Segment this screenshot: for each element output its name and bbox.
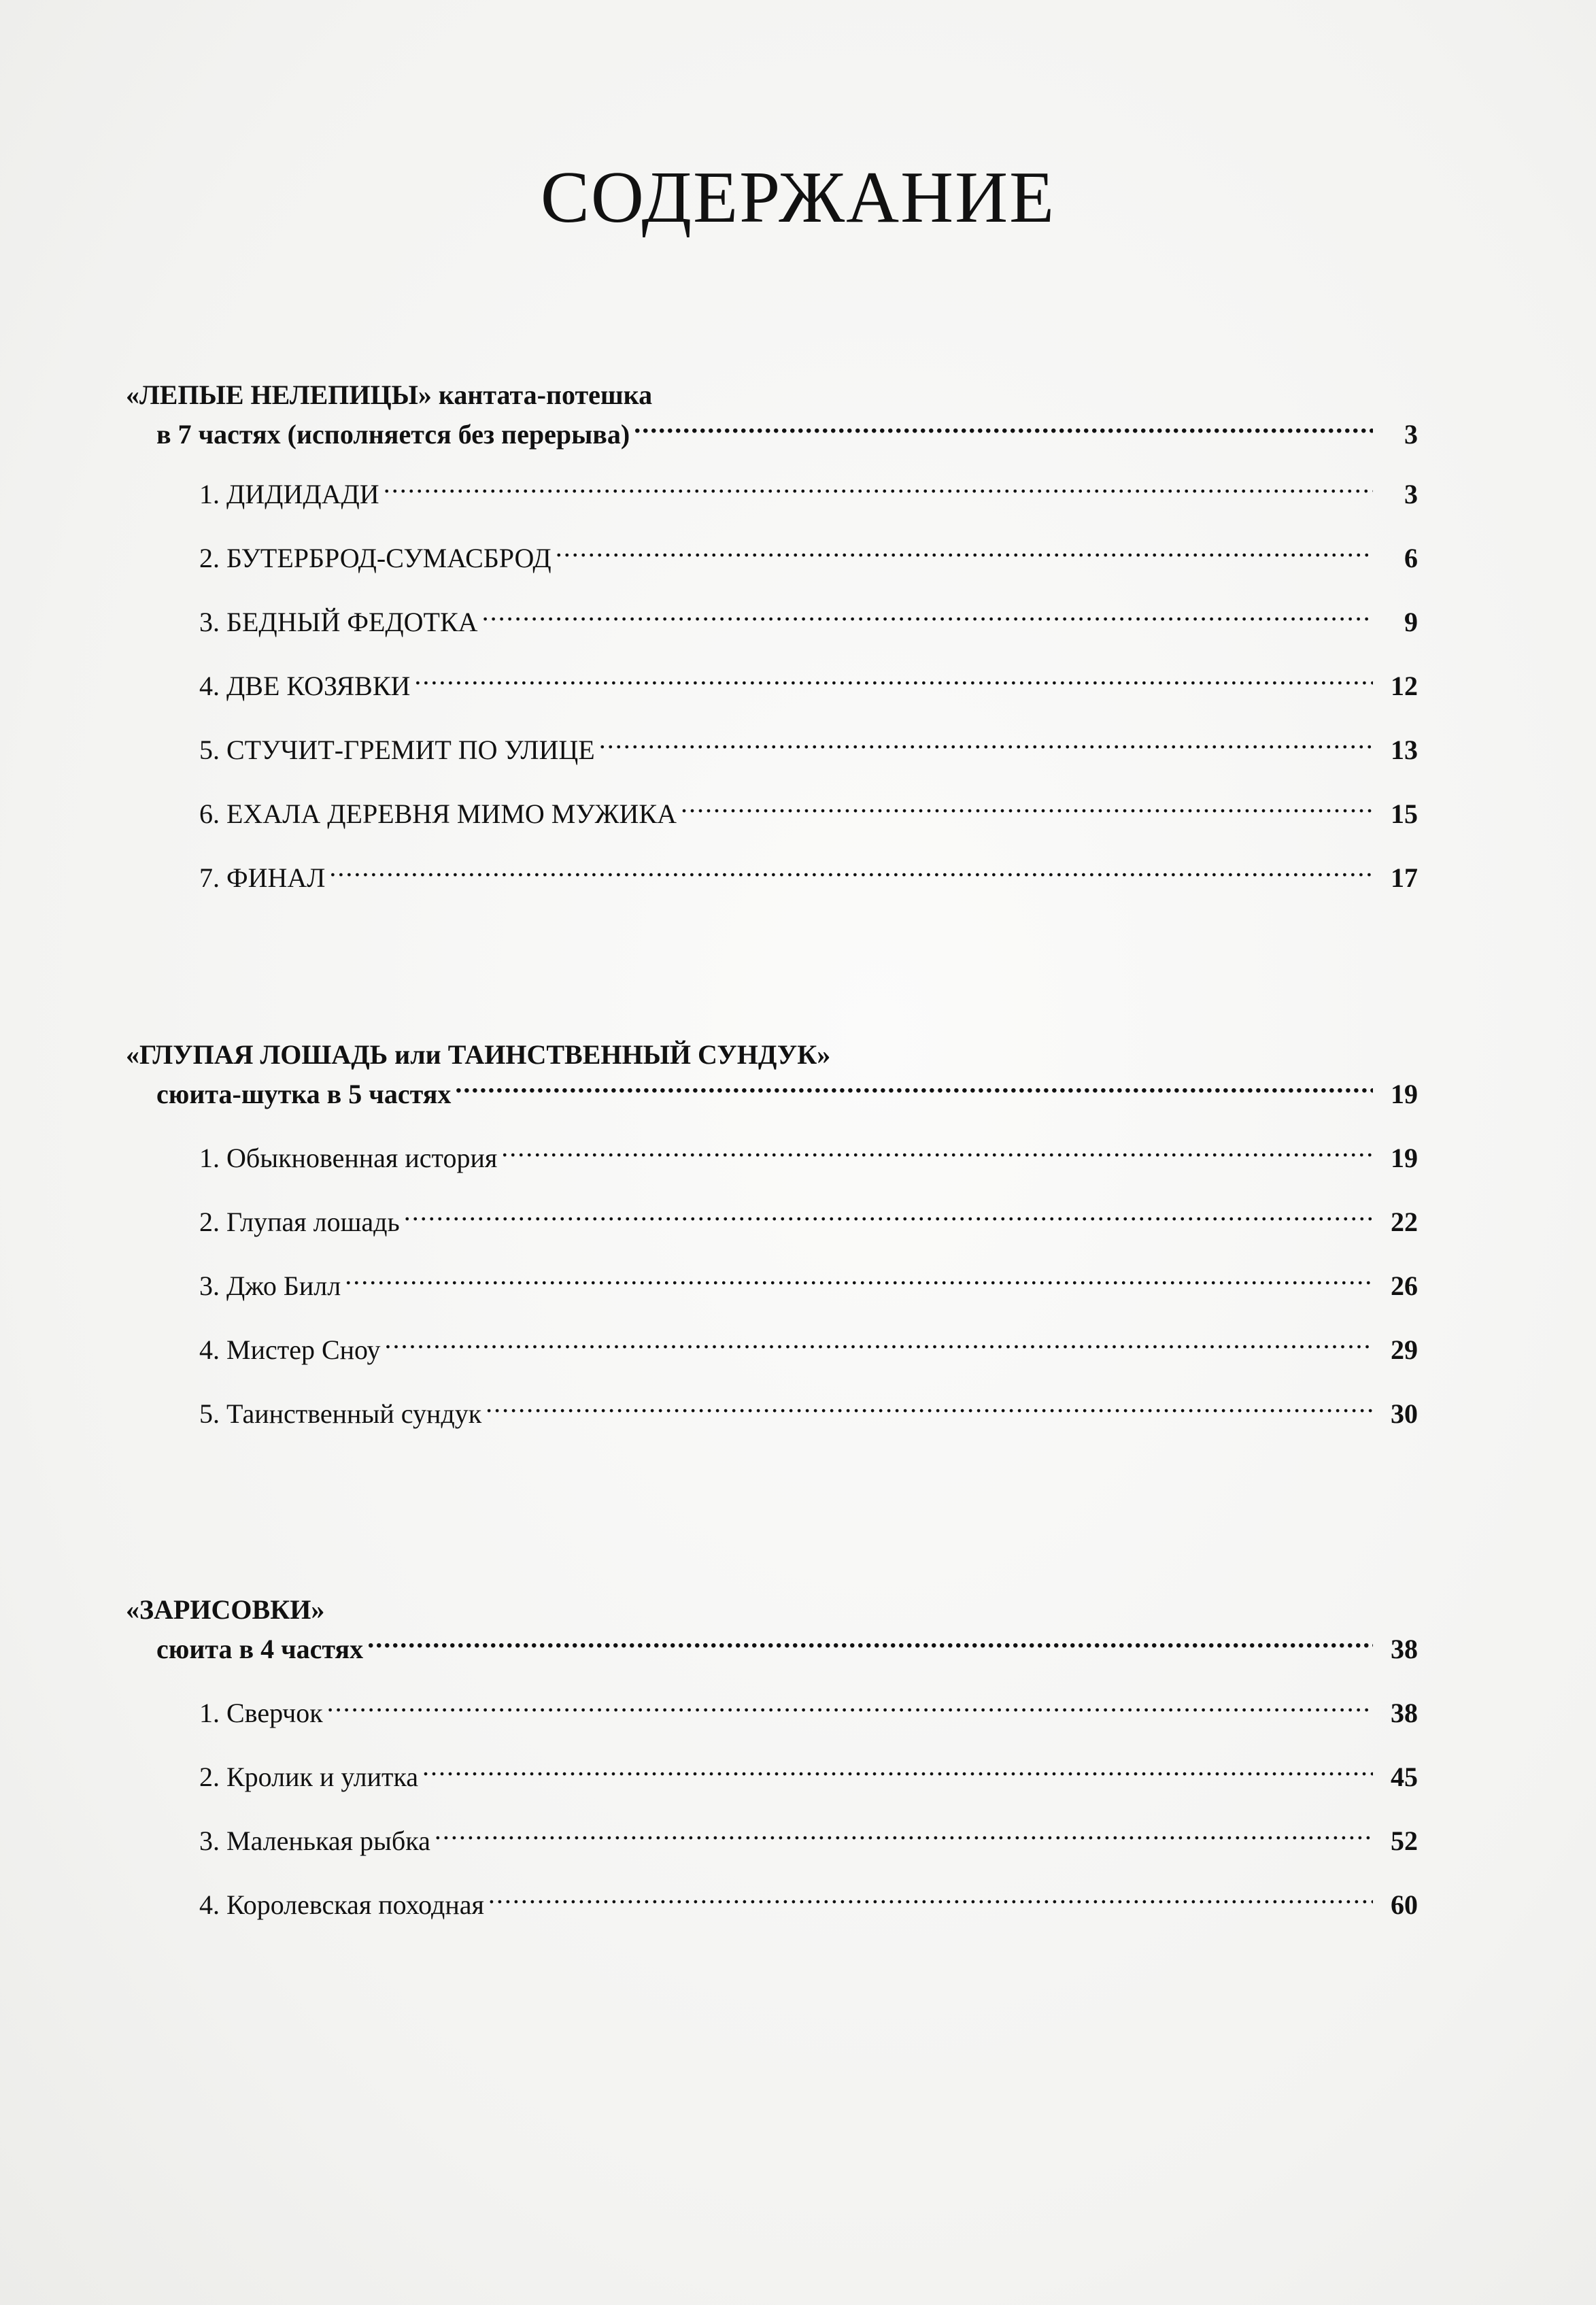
toc-label: 1. Обыкновенная история — [199, 1143, 498, 1173]
dot-leader — [556, 540, 1373, 567]
page-number: 3 — [1404, 419, 1418, 450]
dot-leader — [501, 1140, 1373, 1167]
page-number: 6 — [1404, 543, 1418, 573]
page-number: 52 — [1391, 1826, 1418, 1856]
toc-row[interactable] — [126, 1202, 1418, 1242]
toc-label: в 7 частях (исполняется без перерыва) — [156, 419, 630, 450]
section-heading — [126, 375, 1418, 415]
toc-label: 6. ЕХАЛА ДЕРЕВНЯ МИМО МУЖИКА — [199, 798, 677, 829]
toc-label: 2. Глупая лошадь — [199, 1207, 400, 1237]
toc-label: 4. Королевская походная — [199, 1889, 484, 1920]
toc-row[interactable] — [126, 1075, 1418, 1114]
toc-label: 3. Маленькая рыбка — [199, 1826, 430, 1856]
dot-leader — [486, 1396, 1373, 1423]
toc-row[interactable] — [126, 415, 1418, 454]
section-title: «ГЛУПАЯ ЛОШАДЬ или ТАИНСТВЕННЫЙ СУНДУК» — [126, 1039, 831, 1070]
toc-row[interactable] — [126, 1394, 1418, 1434]
toc-row[interactable] — [126, 603, 1418, 642]
page-number: 15 — [1391, 798, 1418, 829]
dot-leader — [404, 1204, 1373, 1231]
toc-row[interactable] — [126, 475, 1418, 514]
toc-section-glupaya-loshad — [126, 1035, 1418, 1434]
toc-label: 5. СТУЧИТ-ГРЕМИТ ПО УЛИЦЕ — [199, 735, 595, 765]
toc-row[interactable] — [126, 858, 1418, 898]
toc-section-zarisovki — [126, 1590, 1418, 1925]
toc-row[interactable] — [126, 1139, 1418, 1178]
page-number: 38 — [1391, 1634, 1418, 1664]
page-number: 19 — [1391, 1079, 1418, 1109]
dot-leader — [482, 604, 1373, 631]
toc-label: сюита в 4 частях — [156, 1634, 364, 1664]
page-title: СОДЕРЖАНИЕ — [540, 157, 1056, 238]
toc-label: 2. БУТЕРБРОД-СУМАСБРОД — [199, 543, 551, 573]
page-number: 26 — [1391, 1271, 1418, 1301]
toc-row[interactable] — [126, 667, 1418, 706]
toc-row[interactable] — [126, 1266, 1418, 1306]
toc-row[interactable] — [126, 1694, 1418, 1733]
page-number: 3 — [1404, 479, 1418, 509]
toc-row[interactable] — [126, 539, 1418, 578]
page-number: 45 — [1391, 1762, 1418, 1792]
dot-leader — [327, 1695, 1373, 1722]
toc-label: 3. Джо Билл — [199, 1271, 341, 1301]
toc-row[interactable] — [126, 1821, 1418, 1861]
page-number: 60 — [1391, 1889, 1418, 1920]
dot-leader — [599, 732, 1373, 759]
dot-leader — [329, 860, 1373, 887]
toc-row[interactable] — [126, 1757, 1418, 1797]
dot-leader — [384, 476, 1373, 503]
dot-leader — [422, 1759, 1373, 1786]
page-number: 17 — [1391, 862, 1418, 893]
dot-leader — [488, 1887, 1373, 1914]
dot-leader — [414, 668, 1373, 695]
page-number: 13 — [1391, 735, 1418, 765]
dot-leader — [455, 1076, 1373, 1103]
dot-leader — [345, 1268, 1373, 1295]
section-title: «ЛЕПЫЕ НЕЛЕПИЦЫ» — [126, 380, 432, 410]
toc-label: 3. БЕДНЫЙ ФЕДОТКА — [199, 607, 478, 637]
section-heading — [126, 1035, 1418, 1075]
page-number: 12 — [1391, 671, 1418, 701]
page-number: 38 — [1391, 1698, 1418, 1728]
toc-row[interactable] — [126, 1885, 1418, 1925]
toc-label: 1. ДИДИДАДИ — [199, 479, 379, 509]
toc-row[interactable] — [126, 1330, 1418, 1370]
section-heading — [126, 1590, 1418, 1630]
toc-row[interactable] — [126, 730, 1418, 770]
dot-leader — [681, 796, 1373, 823]
toc-row[interactable] — [126, 794, 1418, 834]
page-number: 19 — [1391, 1143, 1418, 1173]
dot-leader — [435, 1823, 1373, 1850]
section-subtitle: кантата-потешка — [431, 380, 653, 410]
page-number: 29 — [1391, 1334, 1418, 1365]
page-number: 22 — [1391, 1207, 1418, 1237]
dot-leader — [367, 1631, 1373, 1658]
page-number: 9 — [1404, 607, 1418, 637]
toc-section-lepye-nelepitsy — [126, 375, 1418, 898]
toc-label: 5. Таинственный сундук — [199, 1398, 482, 1429]
toc-label: 7. ФИНАЛ — [199, 862, 326, 893]
section-title: «ЗАРИСОВКИ» — [126, 1594, 325, 1625]
toc-label: сюита-шутка в 5 частях — [156, 1079, 452, 1109]
toc-label: 4. Мистер Сноу — [199, 1334, 381, 1365]
toc-label: 4. ДВЕ КОЗЯВКИ — [199, 671, 411, 701]
toc-row[interactable] — [126, 1630, 1418, 1669]
page-number: 30 — [1391, 1398, 1418, 1429]
dot-leader — [385, 1332, 1373, 1359]
toc-label: 2. Кролик и улитка — [199, 1762, 419, 1792]
dot-leader — [634, 416, 1373, 443]
toc-label: 1. Сверчок — [199, 1698, 323, 1728]
